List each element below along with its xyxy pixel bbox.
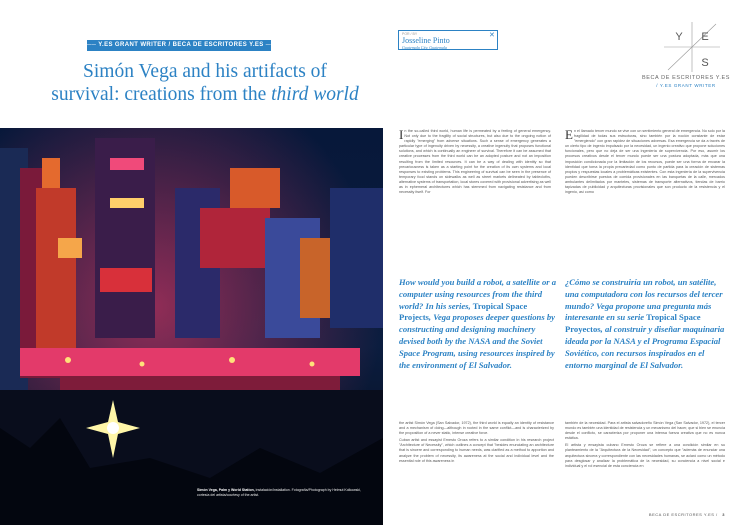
logo-caption — [636, 75, 736, 89]
logo-letter-s: S — [701, 57, 709, 69]
caption-text: instalación/installation. Fotografía/Photograph by Helmut Kolkowski, cortesía del artista/courtesy of the artist. — [197, 488, 361, 497]
spanish-paragraph-2: también de la necesidad. Para el artista salvadoreño Simón Vega (San Salvador, 1972), el tercer mundo es también una identidad de resistencia y un mecanismo del hacer, que si bien se enuncia desde el conflicto, se caracteriza por proponer una intensa fuerza creativa que no es nunca estática. — [565, 421, 725, 441]
quote-es-part-2: , al construir y diseñar maquinaria ideada por la NASA y el Programa Espacial Soviético, con recursos inspirados en el entorno marginal de El Salvador. — [565, 324, 725, 370]
english-drop-cap: I — [399, 127, 404, 142]
photo-caption — [197, 488, 373, 497]
page-number: 3 — [722, 512, 725, 517]
yes-logo-icon — [664, 22, 720, 72]
pull-quote-english — [399, 277, 559, 371]
pull-quote-spanish — [565, 277, 725, 371]
quote-en-part-1: How would you build a robot, a satellite or a computer using resources from the third world? In his series, — [399, 277, 557, 311]
english-paragraph-3: Cuban artist and essayist Ernesto Oroza refers to a similar condition in his research project "Architecture of Necessity", which outlines a concept that "besides enunciating an architecture that is sincere and corresponding to human needs, was clarified as a method to apportion and analyze the problem of necessity, its awareness at the social and individual level and the essential role of this awareness in — [399, 438, 554, 463]
english-paragraph-1 — [399, 129, 551, 195]
footer-text: BECA DE ESCRITORES Y.ES / — [648, 512, 720, 517]
spanish-paragraph-3: El artista y ensayista cubano Ernesto Oroza se refiere a una condición similar en su planteamiento de la "Arquitectura de la Necesidad", un concepto que "además de enunciar una arquitectura sincera y correspondiente con las necesidades humanas, se aclaró como un método para desglosar y analizar la problemática de la necesidad, su conciencia a nivel social e individual y el rol esencial de esta conciencia en — [565, 443, 725, 468]
spanish-column-bottom — [565, 421, 725, 471]
title-line-2 — [40, 83, 370, 106]
section-tag: ── Y.ES GRANT WRITER / BECA DE ESCRITORES Y.ES ── — [87, 40, 271, 51]
author-place: Guatemala City, Guatemala — [402, 45, 447, 50]
title-italic: third world — [271, 84, 359, 105]
quote-es-series: Tropical Space Proyectos — [565, 312, 701, 335]
logo-subtitle: / Y.ES GRANT WRITER — [656, 83, 716, 88]
sculpture-image — [0, 128, 383, 525]
english-paragraph-2: the artist Simón Vega (San Salvador, 1972), the third world is equally an identity of resistance and a mechanism of doing—although in rooted in the same conflict—and is characterized by the proposition of a never static, intense creative force. — [399, 421, 554, 436]
english-column-top — [399, 129, 551, 197]
close-icon: ✕ — [489, 32, 495, 39]
author-name: Josseline Pinto — [402, 36, 450, 45]
caption-bold: Simón Vega, Palm y World Station, — [197, 488, 255, 492]
spanish-paragraph-1-text: n el llamado tercer mundo se vive con un sentimiento general de emergencia. No solo por la fragilidad de todas sus estructuras, sino también por la noción constante de estar "emergiendo" con gran rapidez de situaciones adversas. Esa emergencia se da a través de un cierto tipo de ingenio impulsado por la necesidad, un ingenio creativo que propone soluciones funcionales, pero que no deja de ser una ingeniería de supervivencia. Por eso, asumir los procesos creativos desde el tercer mundo puede ser una postura adoptada, más que una imposición condicionada por la limitación de los recursos, puede ser una forma de encarar la identidad que toma la propia precariedad como punto de partida para la creación de sistemas propios y respuestas locales a problemáticas existentes. Con esta ingeniería de la supervivencia pueden describirse puestos de comida provisionales en las banquetas de la calle, mercados ambulantes delimitados por manteles, sistemas de transporte alternativos, tiendas de barrio tapizadas de publicidad y arquitecturas provisionales que son producto de la resistencia y el ingenio, así como — [565, 129, 725, 195]
artwork-photo — [0, 128, 383, 525]
quote-es-part-1: ¿Cómo se construiría un robot, un satélite, una computadora con los recursos del tercer mundo? Vega propone una pregunta más interesante en su serie — [565, 277, 723, 323]
logo-title: BECA DE ESCRITORES Y.ES — [641, 75, 731, 81]
english-column-bottom — [399, 421, 554, 466]
spanish-paragraph-1 — [565, 129, 725, 195]
quote-en-series: Tropical Space Projects — [399, 300, 528, 323]
title-line-2-text: survival: creations from the — [51, 84, 272, 105]
spanish-column-top — [565, 129, 725, 197]
title-line-1: Simón Vega and his artifacts of — [83, 61, 327, 82]
article-title — [40, 60, 370, 106]
page-footer — [649, 512, 725, 517]
byline-label: POR / BY — [402, 32, 418, 36]
logo-letter-y: Y — [675, 31, 683, 43]
logo-letter-e: E — [701, 31, 709, 43]
byline-box — [398, 30, 498, 50]
quote-en-part-2: , Vega proposes deeper questions by constructing and designing machinery devised both by the NASA and the Soviet Space Program, using resources inspired by the environment of El Salvador. — [399, 312, 555, 370]
spanish-drop-cap: E — [565, 127, 573, 142]
english-paragraph-1-text: n the so-called third world, human life is permeated by a feeling of general emergency. Not only due to the fragility of social structures, but also due to the ongoing notion of rapidly "emerging" from adverse situations. Such a sense of emergency generates a particular type of ingenuity driven by necessity, a creative ingenuity that proposes functional solutions, and which is continually an engineer of survival. Therefore it can be assumed that creative processes from the third world can be an adopted posture and not an imposition resulting from the limited resources. It can be a way of dealing with identity so that precariousness is taken as a starting point for the creation of its own systems and local responses to existing problems. This engineering of survival can be seen in the presence of temporary food stands on sidewalks as well as street markets delineated by tablecloths, alternative systems of transportation, local stores covered with provisional advertising as well as in ephemeral architectures which has stemmed from navigating resistance and from necessity itself. For — [399, 129, 551, 195]
yes-logo — [664, 22, 720, 72]
